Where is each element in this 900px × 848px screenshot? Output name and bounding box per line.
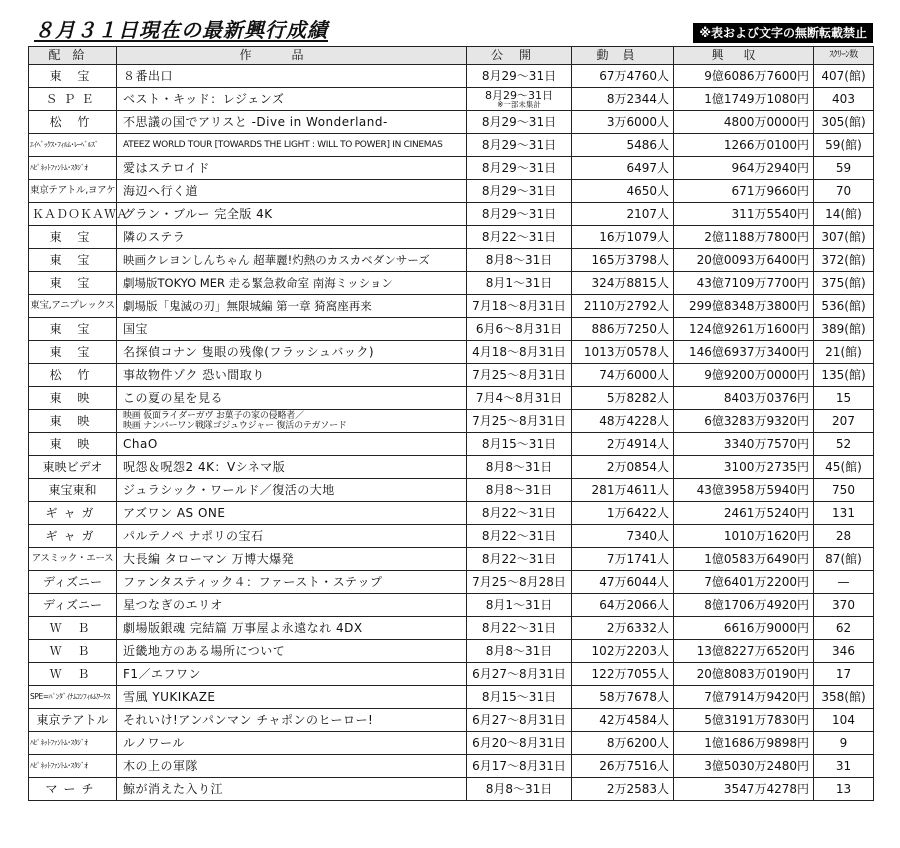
table-row bbox=[29, 226, 874, 249]
cell-attendance: 26万7516人 bbox=[572, 755, 674, 778]
cell-distributor: Ｗ Ｂ bbox=[29, 663, 117, 686]
cell-screens: 13 bbox=[814, 778, 874, 801]
cell-distributor: ｴｲﾍﾞｯｸｽ･ﾌｨﾙﾑ･ﾚｰﾍﾞﾙｽﾞ bbox=[29, 134, 117, 157]
cell-attendance: 48万4228人 bbox=[572, 410, 674, 433]
cell-revenue: 2億1188万7800円 bbox=[674, 226, 814, 249]
cell-film: 呪怨＆呪怨2 4K：Vシネマ版 bbox=[117, 456, 467, 479]
cell-opening: 8月1～31日 bbox=[467, 594, 572, 617]
cell-opening: 8月29～31日 bbox=[467, 157, 572, 180]
cell-distributor: 東映ビデオ bbox=[29, 456, 117, 479]
cell-distributor: ＳＰＥ bbox=[29, 88, 117, 111]
cell-distributor: ﾊﾋﾟﾈｯﾄﾌｧﾝﾄﾑ･ｽﾀｼﾞｵ bbox=[29, 732, 117, 755]
cell-screens: 346 bbox=[814, 640, 874, 663]
cell-distributor: ﾊﾋﾟﾈｯﾄﾌｧﾝﾄﾑ･ｽﾀｼﾞｵ bbox=[29, 157, 117, 180]
cell-attendance: 122万7055人 bbox=[572, 663, 674, 686]
table-row bbox=[29, 433, 874, 456]
cell-revenue: 1010万1620円 bbox=[674, 525, 814, 548]
table-header-row bbox=[29, 47, 874, 65]
cell-screens: 403 bbox=[814, 88, 874, 111]
cell-screens: 407(館) bbox=[814, 65, 874, 88]
cell-revenue: 964万2940円 bbox=[674, 157, 814, 180]
cell-revenue: 9億9200万0000円 bbox=[674, 364, 814, 387]
cell-revenue: 20億8083万0190円 bbox=[674, 663, 814, 686]
cell-opening: 8月29～31日 bbox=[467, 203, 572, 226]
cell-revenue: 671万9660円 bbox=[674, 180, 814, 203]
cell-opening: 8月15～31日 bbox=[467, 433, 572, 456]
table-row bbox=[29, 134, 874, 157]
cell-attendance: 7340人 bbox=[572, 525, 674, 548]
cell-distributor: 松 竹 bbox=[29, 111, 117, 134]
film-title-line2: 映画 ナンバーワン戦隊ゴジュウジャー 復活のテガソード bbox=[123, 421, 347, 431]
cell-revenue: 43億3958万5940円 bbox=[674, 479, 814, 502]
cell-opening: 8月22～31日 bbox=[467, 617, 572, 640]
cell-opening: 7月25～8月31日 bbox=[467, 364, 572, 387]
cell-opening: 8月29～31日 bbox=[467, 111, 572, 134]
cell-film: 事故物件ゾク 恐い間取り bbox=[117, 364, 467, 387]
cell-attendance: 8万2344人 bbox=[572, 88, 674, 111]
cell-film: ルノワール bbox=[117, 732, 467, 755]
cell-screens: 87(館) bbox=[814, 548, 874, 571]
cell-attendance: 67万4760人 bbox=[572, 65, 674, 88]
cell-revenue: 1億1749万1080円 bbox=[674, 88, 814, 111]
cell-revenue: 6616万9000円 bbox=[674, 617, 814, 640]
cell-revenue: 4800万0000円 bbox=[674, 111, 814, 134]
cell-attendance: 8万6200人 bbox=[572, 732, 674, 755]
cell-film: 近畿地方のある場所について bbox=[117, 640, 467, 663]
cell-attendance: 2万2583人 bbox=[572, 778, 674, 801]
cell-screens: 70 bbox=[814, 180, 874, 203]
cell-opening: 8月8～31日 bbox=[467, 640, 572, 663]
cell-screens: 536(館) bbox=[814, 295, 874, 318]
table-row bbox=[29, 111, 874, 134]
cell-screens: 59(館) bbox=[814, 134, 874, 157]
cell-screens: 207 bbox=[814, 410, 874, 433]
cell-film: それいけ!アンパンマン チャポンのヒーロー! bbox=[117, 709, 467, 732]
cell-opening: 8月8～31日 bbox=[467, 249, 572, 272]
cell-film: ８番出口 bbox=[117, 65, 467, 88]
table-row bbox=[29, 525, 874, 548]
cell-opening: 8月22～31日 bbox=[467, 548, 572, 571]
cell-revenue: 8403万0376円 bbox=[674, 387, 814, 410]
cell-opening: 8月8～31日 bbox=[467, 778, 572, 801]
cell-revenue: 1億0583万6490円 bbox=[674, 548, 814, 571]
cell-revenue: 299億8348万3800円 bbox=[674, 295, 814, 318]
cell-distributor: マーチ bbox=[29, 778, 117, 801]
cell-attendance: 58万7678人 bbox=[572, 686, 674, 709]
table-row bbox=[29, 272, 874, 295]
cell-attendance: 2万0854人 bbox=[572, 456, 674, 479]
cell-film: 不思議の国でアリスと -Dive in Wonderland- bbox=[117, 111, 467, 134]
cell-opening: 7月4～8月31日 bbox=[467, 387, 572, 410]
cell-screens: 17 bbox=[814, 663, 874, 686]
table-row bbox=[29, 364, 874, 387]
cell-distributor: ギャガ bbox=[29, 525, 117, 548]
cell-distributor: 東宝,アニプレックス bbox=[29, 295, 117, 318]
cell-film: ジュラシック・ワールド／復活の大地 bbox=[117, 479, 467, 502]
cell-screens: 21(館) bbox=[814, 341, 874, 364]
cell-screens: 52 bbox=[814, 433, 874, 456]
cell-screens: 358(館) bbox=[814, 686, 874, 709]
film-title-line1: 映画 仮面ライダーガヴ お菓子の家の侵略者／ bbox=[123, 411, 304, 421]
cell-attendance: 2107人 bbox=[572, 203, 674, 226]
cell-opening: 8月29～31日 bbox=[467, 65, 572, 88]
cell-screens: 389(館) bbox=[814, 318, 874, 341]
table-row bbox=[29, 663, 874, 686]
cell-film: この夏の星を見る bbox=[117, 387, 467, 410]
table-row bbox=[29, 755, 874, 778]
cell-distributor: 東京テアトル bbox=[29, 709, 117, 732]
cell-attendance: 324万8815人 bbox=[572, 272, 674, 295]
cell-distributor: 東宝東和 bbox=[29, 479, 117, 502]
cell-revenue: 3100万2735円 bbox=[674, 456, 814, 479]
cell-revenue: 7億7914万9420円 bbox=[674, 686, 814, 709]
cell-screens: 372(館) bbox=[814, 249, 874, 272]
cell-film: ベスト・キッド：レジェンズ bbox=[117, 88, 467, 111]
cell-screens: 305(館) bbox=[814, 111, 874, 134]
cell-revenue: 3547万4278円 bbox=[674, 778, 814, 801]
cell-attendance: 102万2203人 bbox=[572, 640, 674, 663]
cell-distributor: 東 宝 bbox=[29, 341, 117, 364]
cell-attendance: 2万4914人 bbox=[572, 433, 674, 456]
table-row bbox=[29, 387, 874, 410]
cell-film: 鯨が消えた入り江 bbox=[117, 778, 467, 801]
cell-opening bbox=[467, 88, 572, 111]
cell-distributor: SPE=ﾊﾟﾝﾀﾞｲﾅﾑｺﾝﾌｨﾙﾑﾜｰｸｽ bbox=[29, 686, 117, 709]
cell-screens: 62 bbox=[814, 617, 874, 640]
cell-revenue: 311万5540円 bbox=[674, 203, 814, 226]
cell-revenue: 9億6086万7600円 bbox=[674, 65, 814, 88]
cell-film: 雪風 YUKIKAZE bbox=[117, 686, 467, 709]
cell-opening: 8月15～31日 bbox=[467, 686, 572, 709]
cell-screens: 9 bbox=[814, 732, 874, 755]
column-header-distributor: 配給 bbox=[29, 47, 117, 65]
cell-opening: 6月27～8月31日 bbox=[467, 663, 572, 686]
cell-film bbox=[117, 410, 467, 433]
page-title: ８月３１日現在の最新興行成績 bbox=[34, 18, 328, 42]
cell-distributor: 東京テアトル,ヨアケ bbox=[29, 180, 117, 203]
cell-film: 劇場版銀魂 完結篇 万事屋よ永遠なれ 4DX bbox=[117, 617, 467, 640]
cell-screens: 375(館) bbox=[814, 272, 874, 295]
table-row bbox=[29, 548, 874, 571]
cell-opening: 8月1～31日 bbox=[467, 272, 572, 295]
cell-distributor: 松 竹 bbox=[29, 364, 117, 387]
cell-attendance: 3万6000人 bbox=[572, 111, 674, 134]
cell-revenue: 2461万5240円 bbox=[674, 502, 814, 525]
table-row bbox=[29, 571, 874, 594]
table-row bbox=[29, 732, 874, 755]
cell-revenue: 43億7109万7700円 bbox=[674, 272, 814, 295]
table-row bbox=[29, 686, 874, 709]
cell-film: ChaO bbox=[117, 433, 467, 456]
table-row bbox=[29, 295, 874, 318]
cell-distributor: 東 宝 bbox=[29, 249, 117, 272]
cell-revenue: 6億3283万9320円 bbox=[674, 410, 814, 433]
cell-attendance: 2万6332人 bbox=[572, 617, 674, 640]
cell-film: 劇場版「鬼滅の刃」無限城編 第一章 猗窩座再来 bbox=[117, 295, 467, 318]
cell-attendance: 74万6000人 bbox=[572, 364, 674, 387]
cell-attendance: 886万7250人 bbox=[572, 318, 674, 341]
cell-screens: 307(館) bbox=[814, 226, 874, 249]
cell-opening: 8月22～31日 bbox=[467, 502, 572, 525]
opening-period: 8月29～31日 bbox=[485, 88, 553, 102]
cell-screens: — bbox=[814, 571, 874, 594]
cell-film: 星つなぎのエリオ bbox=[117, 594, 467, 617]
cell-attendance: 16万1079人 bbox=[572, 226, 674, 249]
cell-opening: 6月20～8月31日 bbox=[467, 732, 572, 755]
column-header-attendance: 動員 bbox=[572, 47, 674, 65]
cell-film: ATEEZ WORLD TOUR [TOWARDS THE LIGHT : WILL TO POWER] IN CINEMAS bbox=[117, 134, 467, 157]
table-row bbox=[29, 157, 874, 180]
table-row bbox=[29, 502, 874, 525]
cell-opening: 6月27～8月31日 bbox=[467, 709, 572, 732]
cell-screens: 370 bbox=[814, 594, 874, 617]
cell-opening: 7月25～8月31日 bbox=[467, 410, 572, 433]
cell-distributor: ディズニー bbox=[29, 571, 117, 594]
cell-attendance: 5万8282人 bbox=[572, 387, 674, 410]
cell-distributor: ＫＡＤＯＫＡＷＡ bbox=[29, 203, 117, 226]
cell-film: 木の上の軍隊 bbox=[117, 755, 467, 778]
cell-distributor: 東 宝 bbox=[29, 318, 117, 341]
cell-film: 隣のステラ bbox=[117, 226, 467, 249]
table-row bbox=[29, 249, 874, 272]
table-row bbox=[29, 709, 874, 732]
cell-distributor: 東 宝 bbox=[29, 272, 117, 295]
table-row bbox=[29, 65, 874, 88]
cell-distributor: ﾊﾋﾟﾈｯﾄﾌｧﾝﾄﾑ･ｽﾀｼﾞｵ bbox=[29, 755, 117, 778]
column-header-revenue: 興収 bbox=[674, 47, 814, 65]
table-row bbox=[29, 778, 874, 801]
cell-film: F1／エフワン bbox=[117, 663, 467, 686]
cell-distributor: 東 映 bbox=[29, 410, 117, 433]
cell-distributor: ギャガ bbox=[29, 502, 117, 525]
cell-distributor: Ｗ Ｂ bbox=[29, 640, 117, 663]
cell-distributor: Ｗ Ｂ bbox=[29, 617, 117, 640]
cell-film: グラン・ブルー 完全版 4K bbox=[117, 203, 467, 226]
cell-attendance: 165万3798人 bbox=[572, 249, 674, 272]
cell-distributor: 東 宝 bbox=[29, 226, 117, 249]
cell-revenue: 5億3191万7830円 bbox=[674, 709, 814, 732]
cell-distributor: 東 映 bbox=[29, 433, 117, 456]
cell-opening: 8月8～31日 bbox=[467, 456, 572, 479]
column-header-opening: 公開 bbox=[467, 47, 572, 65]
cell-film: アズワン AS ONE bbox=[117, 502, 467, 525]
cell-revenue: 146億6937万3400円 bbox=[674, 341, 814, 364]
table-row bbox=[29, 410, 874, 433]
table-row bbox=[29, 203, 874, 226]
cell-distributor: 東 映 bbox=[29, 387, 117, 410]
cell-opening: 8月8～31日 bbox=[467, 479, 572, 502]
cell-screens: 59 bbox=[814, 157, 874, 180]
cell-opening: 8月29～31日 bbox=[467, 134, 572, 157]
cell-screens: 14(館) bbox=[814, 203, 874, 226]
cell-film: 劇場版TOKYO MER 走る緊急救命室 南海ミッション bbox=[117, 272, 467, 295]
cell-screens: 131 bbox=[814, 502, 874, 525]
cell-distributor: アスミック・エース bbox=[29, 548, 117, 571]
table-row bbox=[29, 456, 874, 479]
cell-opening: 8月22～31日 bbox=[467, 525, 572, 548]
cell-attendance: 1万6422人 bbox=[572, 502, 674, 525]
cell-film: パルテノペ ナポリの宝石 bbox=[117, 525, 467, 548]
cell-attendance: 6497人 bbox=[572, 157, 674, 180]
cell-screens: 750 bbox=[814, 479, 874, 502]
table-row bbox=[29, 617, 874, 640]
table-row bbox=[29, 640, 874, 663]
copyright-notice: ※表および文字の無断転載禁止 bbox=[693, 23, 873, 43]
cell-screens: 135(館) bbox=[814, 364, 874, 387]
cell-screens: 31 bbox=[814, 755, 874, 778]
cell-attendance: 7万1741人 bbox=[572, 548, 674, 571]
cell-attendance: 1013万0578人 bbox=[572, 341, 674, 364]
box-office-table bbox=[28, 46, 874, 801]
cell-revenue: 1億1686万9898円 bbox=[674, 732, 814, 755]
cell-revenue: 1266万0100円 bbox=[674, 134, 814, 157]
cell-attendance: 47万6044人 bbox=[572, 571, 674, 594]
table-row bbox=[29, 341, 874, 364]
table-row bbox=[29, 88, 874, 111]
cell-revenue: 13億8227万6520円 bbox=[674, 640, 814, 663]
cell-attendance: 281万4611人 bbox=[572, 479, 674, 502]
cell-attendance: 2110万2792人 bbox=[572, 295, 674, 318]
table-row bbox=[29, 594, 874, 617]
cell-revenue: 7億6401万2200円 bbox=[674, 571, 814, 594]
cell-film: ファンタスティック４：ファースト・ステップ bbox=[117, 571, 467, 594]
cell-revenue: 20億0093万6400円 bbox=[674, 249, 814, 272]
table-row bbox=[29, 180, 874, 203]
cell-film: 映画クレヨンしんちゃん 超華麗!灼熱のカスカベダンサーズ bbox=[117, 249, 467, 272]
cell-revenue: 124億9261万1600円 bbox=[674, 318, 814, 341]
cell-attendance: 42万4584人 bbox=[572, 709, 674, 732]
cell-film: 名探偵コナン 隻眼の残像(フラッシュバック) bbox=[117, 341, 467, 364]
cell-film: 大長編 タローマン 万博大爆発 bbox=[117, 548, 467, 571]
cell-opening: 7月25～8月28日 bbox=[467, 571, 572, 594]
cell-attendance: 5486人 bbox=[572, 134, 674, 157]
header bbox=[28, 14, 873, 44]
cell-opening: 6月6～8月31日 bbox=[467, 318, 572, 341]
cell-revenue: 3340万7570円 bbox=[674, 433, 814, 456]
cell-screens: 45(館) bbox=[814, 456, 874, 479]
cell-screens: 28 bbox=[814, 525, 874, 548]
cell-distributor: ディズニー bbox=[29, 594, 117, 617]
cell-film: 海辺へ行く道 bbox=[117, 180, 467, 203]
cell-opening: 8月22～31日 bbox=[467, 226, 572, 249]
cell-screens: 104 bbox=[814, 709, 874, 732]
table-body bbox=[29, 65, 874, 801]
cell-film: 愛はステロイド bbox=[117, 157, 467, 180]
table-row bbox=[29, 318, 874, 341]
cell-opening: 6月17～8月31日 bbox=[467, 755, 572, 778]
cell-screens: 15 bbox=[814, 387, 874, 410]
cell-film: 国宝 bbox=[117, 318, 467, 341]
table-row bbox=[29, 479, 874, 502]
opening-note: ※一部未集計 bbox=[497, 99, 541, 109]
cell-revenue: 8億1706万4920円 bbox=[674, 594, 814, 617]
cell-revenue: 3億5030万2480円 bbox=[674, 755, 814, 778]
cell-opening: 4月18～8月31日 bbox=[467, 341, 572, 364]
cell-attendance: 4650人 bbox=[572, 180, 674, 203]
cell-distributor: 東 宝 bbox=[29, 65, 117, 88]
column-header-screens: ｽｸﾘｰﾝ数 bbox=[814, 47, 874, 65]
cell-opening: 8月29～31日 bbox=[467, 180, 572, 203]
column-header-film: 作品 bbox=[117, 47, 467, 65]
cell-attendance: 64万2066人 bbox=[572, 594, 674, 617]
cell-opening: 7月18～8月31日 bbox=[467, 295, 572, 318]
